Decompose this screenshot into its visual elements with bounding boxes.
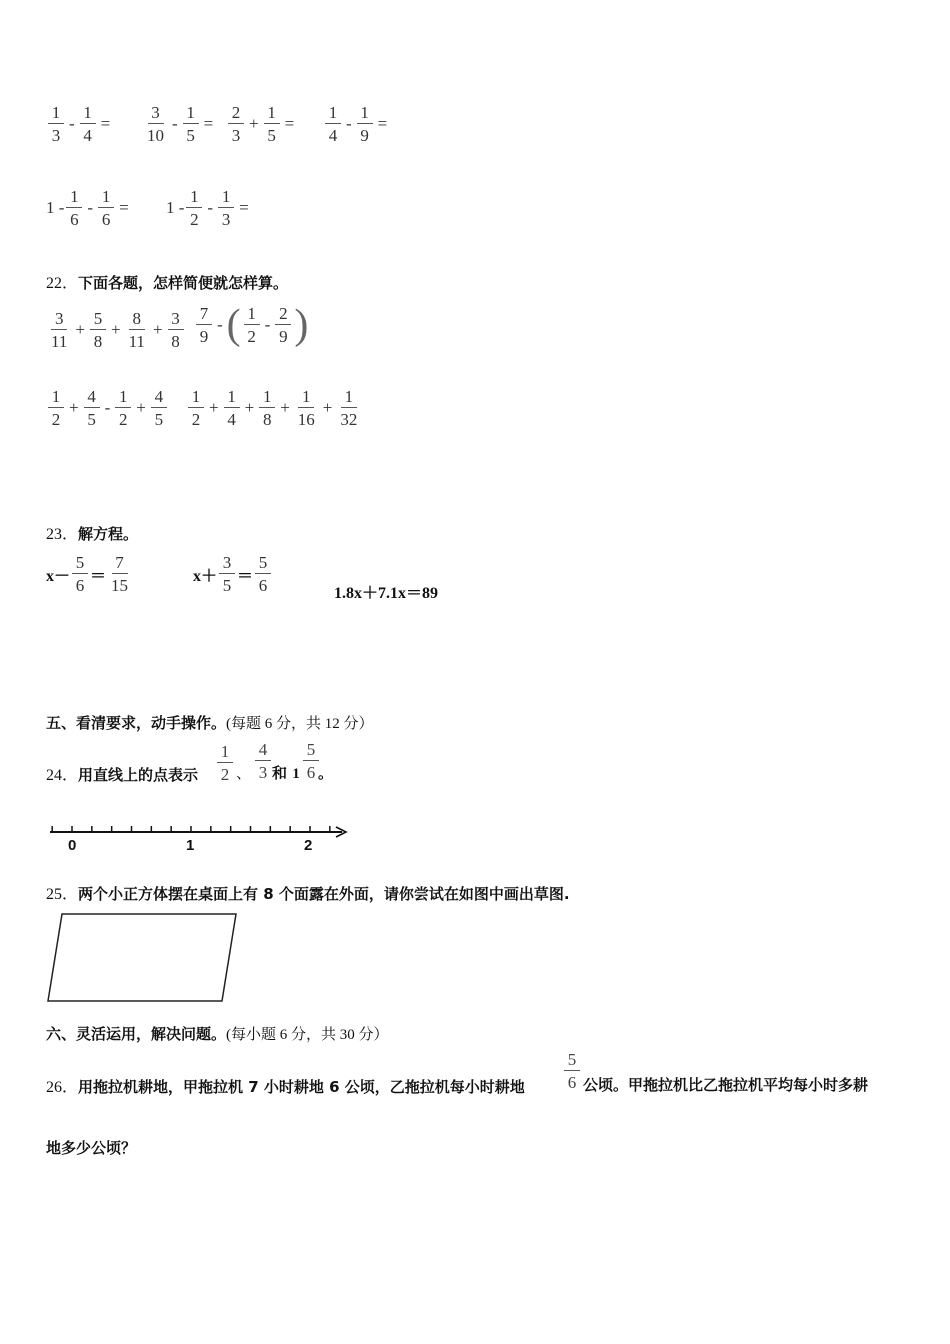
question-26: 26．用拖拉机耕地，甲拖拉机 7 小时耕地 6 公顷，乙拖拉机每小时耕地 (46, 1078, 525, 1096)
fraction: $\frac{1}{6}$ (98, 188, 114, 228)
q24-end: 。 (318, 764, 334, 782)
fraction: $\frac{3}{10}$ (147, 103, 164, 145)
fraction: $\frac{2}{3}$ (228, 104, 244, 144)
right-paren: ) (294, 302, 309, 348)
fraction: $\frac{1}{5}$ (264, 104, 280, 144)
fraction: $\frac{1}{2}$ (186, 188, 202, 228)
parallelogram-shape (48, 914, 236, 1001)
fraction: $\frac{4}{5}$ (84, 388, 100, 428)
q24-fraction-2: $\frac{4}{3}$ (253, 740, 273, 781)
q22-expr-1: $\frac{3}{11}$ + $\frac{5}{8}$ + $\frac{8}{11}$ + $\frac{3}{8}$ (46, 310, 186, 350)
question-26-cont: 公顷。甲拖拉机比乙拖拉机平均每小时多耕 (583, 1076, 869, 1094)
row2-expr-1: 1 - $\frac{1}{6}$ - $\frac{1}{6}$ = (46, 187, 129, 229)
fraction: $\frac{1}{3}$ (48, 104, 64, 144)
fraction: $\frac{1}{3}$ (218, 188, 234, 228)
row1-expr-4: $\frac{1}{4}$ - $\frac{1}{9}$ = (323, 104, 390, 144)
fraction: $\frac{3}{5}$ (219, 554, 235, 594)
fraction: $\frac{2}{9}$ (275, 305, 291, 345)
q22-expr-4: $\frac{1}{2}$ + $\frac{1}{4}$ + $\frac{1}{8}$ + $\frac{1}{16}$ + $\frac{1}{32}$ (186, 388, 362, 428)
fraction: $\frac{1}{4}$ (325, 104, 341, 144)
q26-fraction: $\frac{5}{6}$ (562, 1050, 582, 1091)
fraction: $\frac{1}{16}$ (297, 387, 315, 429)
parallelogram-figure (44, 910, 244, 1006)
fraction: $\frac{1}{32}$ (340, 387, 358, 429)
question-22: 22．下面各题，怎样简便就怎样算。 (46, 274, 289, 292)
number-line (44, 818, 364, 854)
number-line-label-2: 2 (304, 837, 313, 854)
row1-expr-1: $\frac{1}{3}$ - $\frac{1}{4}$ = (46, 104, 113, 144)
fraction: $\frac{1}{2}$ (188, 388, 204, 428)
fraction: $\frac{1}{2}$ (48, 388, 64, 428)
left-paren: ( (226, 302, 241, 348)
fraction: $\frac{1}{4}$ (80, 104, 96, 144)
fraction: $\frac{1}{5}$ (183, 104, 199, 144)
number-line-label-1: 1 (186, 837, 195, 854)
question-26-line-2: 地多少公顷？ (46, 1139, 137, 1157)
fraction: $\frac{8}{11}$ (128, 309, 145, 351)
q24-fraction-3: $\frac{5}{6}$ (301, 740, 321, 781)
fraction: $\frac{7}{9}$ (196, 305, 212, 345)
fraction: $\frac{5}{8}$ (90, 310, 106, 350)
fraction: $\frac{1}{2}$ (244, 305, 260, 345)
fraction: $\frac{1}{4}$ (224, 388, 240, 428)
fraction: $\frac{3}{8}$ (168, 310, 184, 350)
q22-expr-2: $\frac{7}{9}$ - ( $\frac{1}{2}$ - $\frac{2}{9}$ ) (194, 304, 309, 346)
q24-separator: 、 (236, 764, 252, 782)
q23-equation-3: 1.8x＋7.1x＝89 (334, 585, 439, 602)
fraction: $\frac{7}{15}$ (111, 553, 129, 595)
fraction: $\frac{3}{11}$ (51, 309, 68, 351)
section-5-heading: 五、看清要求，动手操作。(每题 6 分，共 12 分） (46, 714, 374, 732)
number-line-label-0: 0 (68, 837, 77, 854)
q24-fraction-1: $\frac{1}{2}$ (215, 742, 235, 783)
row1-expr-3: $\frac{2}{3}$ + $\frac{1}{5}$ = (226, 104, 297, 144)
fraction: $\frac{1}{2}$ (115, 388, 131, 428)
fraction: $\frac{1}{6}$ (66, 188, 82, 228)
row1-expr-2: $\frac{3}{10}$ - $\frac{1}{5}$ = (142, 104, 216, 144)
row2-expr-2: 1 - $\frac{1}{2}$ - $\frac{1}{3}$ = (166, 187, 249, 229)
fraction: $\frac{1}{9}$ (357, 104, 373, 144)
section-6-heading: 六、灵活运用，解决问题。(每小题 6 分，共 30 分） (46, 1025, 389, 1043)
question-25: 25．两个小正方体摆在桌面上有 8 个面露在外面，请你尝试在如图中画出草图. (46, 885, 570, 903)
q24-and: 和 1 (272, 764, 300, 782)
fraction: $\frac{1}{8}$ (259, 388, 275, 428)
q23-equation-2: x＋ $\frac{3}{5}$ ＝ $\frac{5}{6}$ (193, 554, 273, 594)
question-24: 24．用直线上的点表示 (46, 766, 199, 784)
q23-equation-1: x－ $\frac{5}{6}$ ＝ $\frac{7}{15}$ (46, 554, 133, 594)
question-23: 23．解方程。 (46, 525, 139, 543)
fraction: $\frac{5}{6}$ (72, 554, 88, 594)
fraction: $\frac{5}{6}$ (255, 554, 271, 594)
q22-expr-3: $\frac{1}{2}$ + $\frac{4}{5}$ - $\frac{1}{2}$ + $\frac{4}{5}$ (46, 388, 169, 428)
fraction: $\frac{4}{5}$ (151, 388, 167, 428)
